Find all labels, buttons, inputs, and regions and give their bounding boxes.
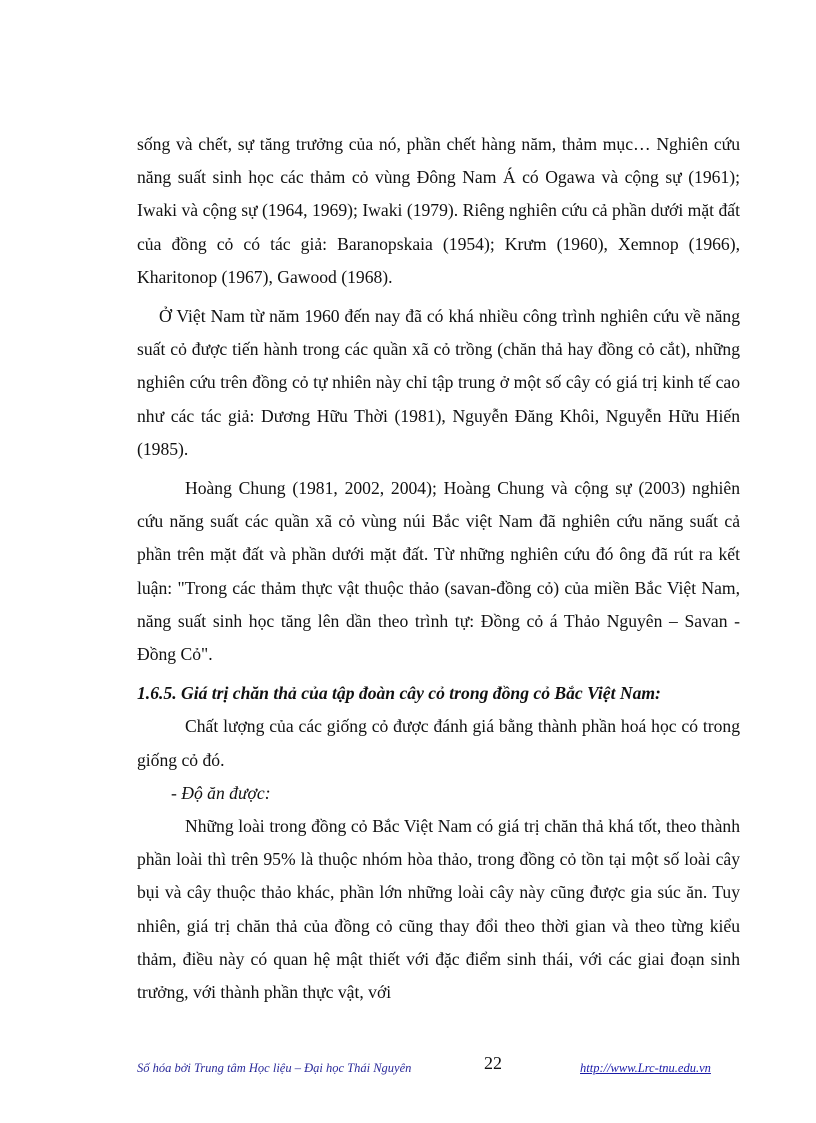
paragraph-section-intro: Chất lượng của các giống cỏ được đánh giá bằng thành phần hoá học có trong giống cỏ đó. (137, 716, 740, 770)
section-heading: 1.6.5. Giá trị chăn thả của tập đoàn cây cỏ trong đồng cỏ Bắc Việt Nam: (137, 683, 661, 704)
page-content (137, 128, 740, 1009)
page-footer (0, 1053, 816, 1083)
page-number: 22 (484, 1053, 502, 1073)
paragraph-productivity-studies: sống và chết, sự tăng trưởng của nó, phần chết hàng năm, thảm mục… Nghiên cứu năng suất sinh học các thảm cỏ vùng Đông Nam Á có Ogawa và cộng sự (1961); Iwaki và cộng sự (1964, 1969); Iwaki (1979). Riêng nghiên cứu cả phần dưới mặt đất của đồng cỏ có tác giả: Baranopskaia (1954); Krưm (1960), Xemnop (1966), Kharitonop (1967), Gawood (1968). (137, 134, 740, 287)
paragraph-hoang-chung: Hoàng Chung (1981, 2002, 2004); Hoàng Chung và cộng sự (2003) nghiên cứu năng suất các quần xã cỏ vùng núi Bắc việt Nam đã nghiên cứu năng suất cả phần trên mặt đất và phần dưới mặt đất. Từ những nghiên cứu đó ông đã rút ra kết luận: "Trong các thảm thực vật thuộc thảo (savan-đồng cỏ) của miền Bắc Việt Nam, năng suất sinh học tăng lên dần theo trình tự: Đồng cỏ á Thảo Nguyên – Savan - Đồng Cỏ". (137, 478, 740, 665)
subheading-edibility: - Độ ăn được: (171, 782, 271, 803)
paragraph-vietnam-research: Ở Việt Nam từ năm 1960 đến nay đã có khá nhiều công trình nghiên cứu về năng suất cỏ được tiến hành trong các quần xã cỏ trồng (chăn thả hay đồng cỏ cắt), những nghiên cứu trên đồng cỏ tự nhiên này chỉ tập trung ở một số cây có giá trị kinh tế cao như các tác giả: Dương Hữu Thời (1981), Nguyễn Đăng Khôi, Nguyễn Hữu Hiến (1985). (137, 306, 740, 459)
footer-website-link[interactable]: http://www.Lrc-tnu.edu.vn (580, 1061, 711, 1075)
paragraph-section-body: Những loài trong đồng cỏ Bắc Việt Nam có giá trị chăn thả khá tốt, theo thành phần loài thì trên 95% là thuộc nhóm hòa thảo, trong đồng cỏ tồn tại một số loài cây bụi và cây thuộc thảo khác, phần lớn những loài cây này cũng được gia súc ăn. Tuy nhiên, giá trị chăn thả của đồng cỏ cũng thay đổi theo thời gian và theo từng kiểu thảm, điều này có quan hệ mật thiết với đặc điểm sinh thái, với các giai đoạn sinh trưởng, với thành phần thực vật, với (137, 816, 740, 1003)
footer-digitized-by: Số hóa bởi Trung tâm Học liệu – Đại học Thái Nguyên (137, 1061, 412, 1075)
